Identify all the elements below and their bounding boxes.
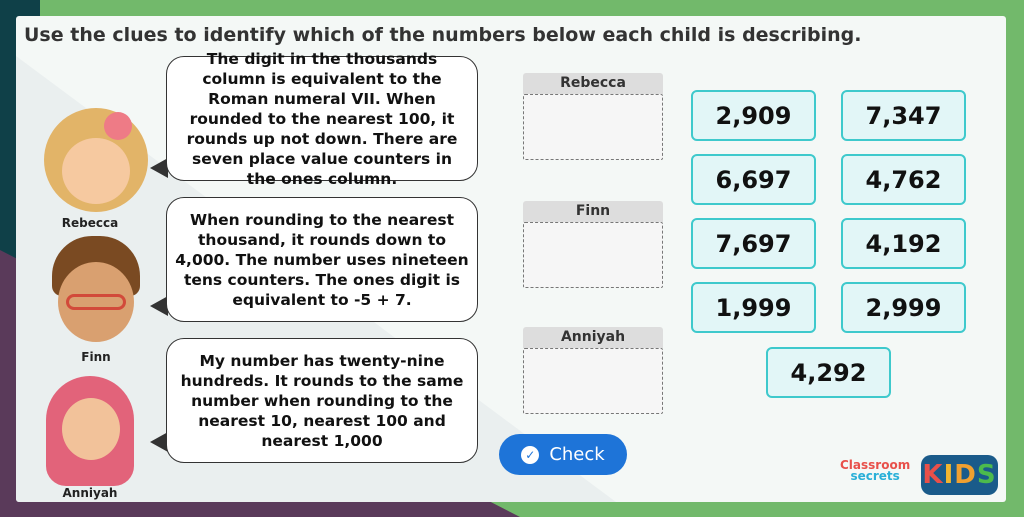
glasses-icon xyxy=(66,294,126,310)
number-tile[interactable]: 7,347 xyxy=(841,90,966,141)
number-tile[interactable]: 2,909 xyxy=(691,90,816,141)
kids-d: D xyxy=(954,460,977,490)
anniyah-clue: My number has twenty-nine hundreds. It rounds to the same number when rounding to the nearest 10, nearest 100 and nearest 1,000 xyxy=(166,338,478,463)
finn-clue: When rounding to the nearest thousand, it rounds down to 4,000. The number uses nineteen tens counters. The ones digit is equivalent to -5 + 7. xyxy=(166,197,478,322)
rebecca-name: Rebecca xyxy=(61,216,119,230)
number-tile[interactable]: 4,192 xyxy=(841,218,966,269)
number-tile[interactable]: 6,697 xyxy=(691,154,816,205)
number-tile[interactable]: 4,292 xyxy=(766,347,891,398)
dropzone-label-finn: Finn xyxy=(523,201,663,222)
dropzone-finn[interactable] xyxy=(523,222,663,288)
rebecca-clue: The digit in the thousands column is equivalent to the Roman numeral VII. When rounded to the nearest 100, it rounds up not down. There are seven place value counters in the ones column. xyxy=(166,56,478,181)
dropzone-label-rebecca: Rebecca xyxy=(523,73,663,94)
anniyah-face xyxy=(62,398,120,460)
kids-logo xyxy=(921,455,998,495)
check-button[interactable] xyxy=(499,434,627,475)
finn-name: Finn xyxy=(81,350,111,364)
logo-line1: Classroom xyxy=(840,458,911,472)
kids-s: S xyxy=(976,460,997,490)
classroom-secrets-logo xyxy=(840,460,910,482)
kids-i: I xyxy=(943,460,955,490)
check-circle-icon: ✓ xyxy=(521,446,539,464)
dropzone-anniyah[interactable] xyxy=(523,348,663,414)
dropzone-rebecca[interactable] xyxy=(523,94,663,160)
anniyah-name: Anniyah xyxy=(62,486,118,500)
flower-icon xyxy=(104,112,132,140)
rebecca-face xyxy=(62,138,130,204)
number-tile[interactable]: 4,762 xyxy=(841,154,966,205)
dropzone-label-anniyah: Anniyah xyxy=(523,327,663,348)
number-tile[interactable]: 2,999 xyxy=(841,282,966,333)
number-tile[interactable]: 1,999 xyxy=(691,282,816,333)
check-label: Check xyxy=(549,444,605,465)
kids-k: K xyxy=(922,460,944,490)
number-tile[interactable]: 7,697 xyxy=(691,218,816,269)
instruction-title: Use the clues to identify which of the numbers below each child is describing. xyxy=(24,24,862,46)
logo-line2: secrets xyxy=(850,469,900,483)
